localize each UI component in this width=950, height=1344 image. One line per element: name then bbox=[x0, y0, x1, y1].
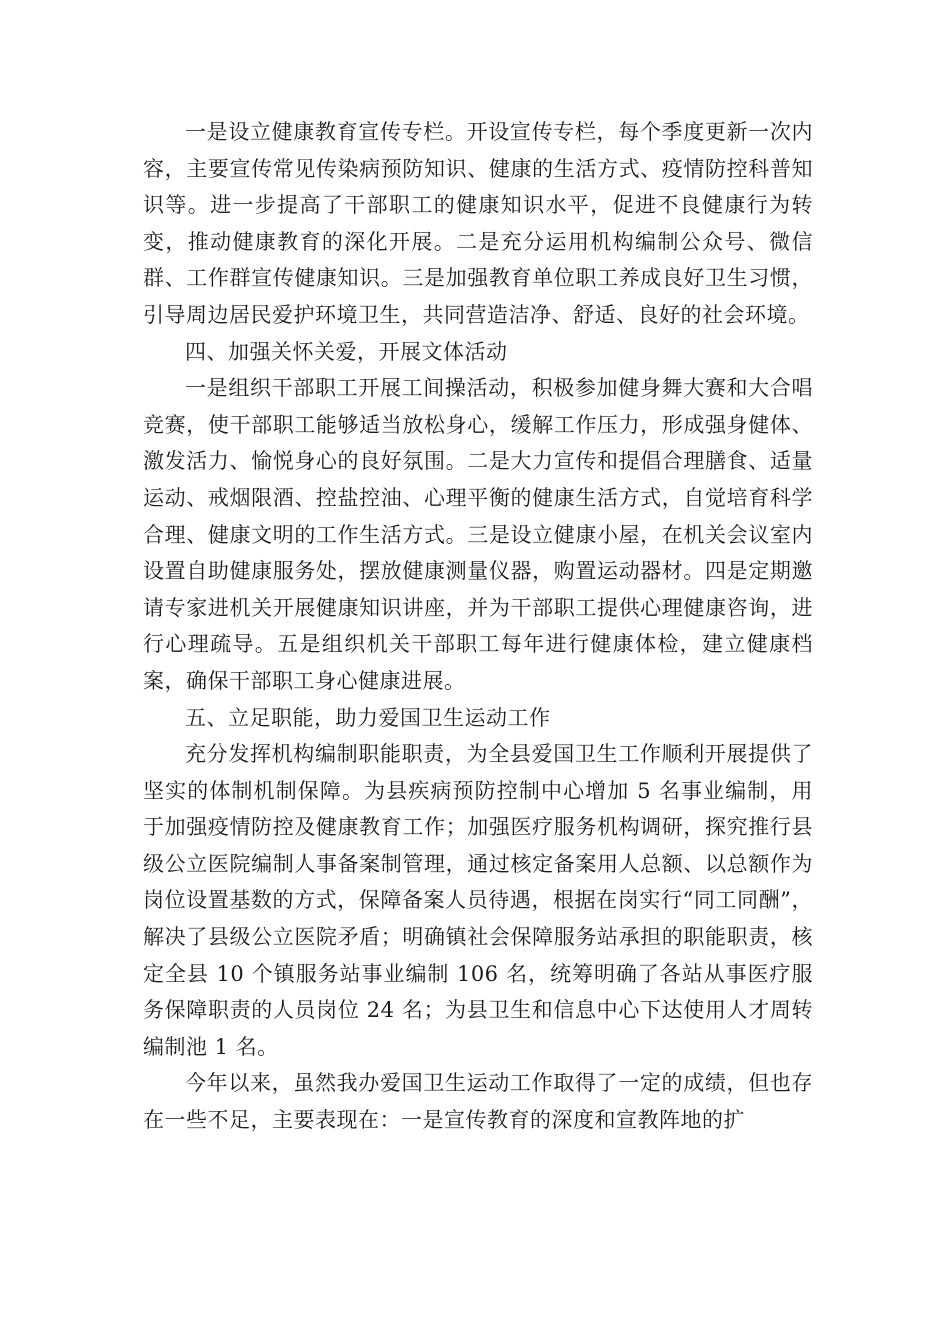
paragraph-cultural-sports-activities: 一是组织干部职工开展工间操活动，积极参加健身舞大赛和大合唱竞赛，使干部职工能够适当放松身心，缓解工作压力，形成强身健体、激发活力、愉悦身心的良好氛围。二是大力宣传和提倡合理膳食、适量运动、戒烟限酒、控盐控油、心理平衡的健康生活方式，自觉培育科学合理、健康文明的工作生活方式。三是设立健康小屋，在机关会议室内设置自助健康服务处，摆放健康测量仪器，购置运动器材。四是定期邀请专家进机关开展健康知识讲座，并为干部职工提供心理健康咨询，进行心理疏导。五是组织机关干部职工每年进行健康体检，建立健康档案，确保干部职工身心健康进展。 bbox=[143, 376, 813, 693]
section-heading-four: 四、加强关怀关爱，开展文体活动 bbox=[185, 339, 508, 364]
paragraph-staffing-functions: 充分发挥机构编制职能职责，为全县爱国卫生工作顺利开展提供了坚实的体制机制保障。为县疾病预防控制中心增加 5 名事业编制，用于加强疫情防控及健康教育工作；加强医疗服务机构调研，探究推行县级公立医院编制人事备案制管理，通过核定备案用人总额、以总额作为岗位设置基数的方式，保障备案人员待遇，根据在岗实行“同工同酬”，解决了县级公立医院矛盾；明确镇社会保障服务站承担的职能职责，核定全县 10 个镇服务站事业编制 106 名，统筹明确了各站从事医疗服务保障职责的人员岗位 24 名；为县卫生和信息中心下达使用人才周转编制池 1 名。 bbox=[143, 742, 813, 1059]
paragraph-health-education-column: 一是设立健康教育宣传专栏。开设宣传专栏，每个季度更新一次内容，主要宣传常见传染病预防知识、健康的生活方式、疫情防控科普知识等。进一步提高了干部职工的健康知识水平，促进不良健康行为转变，推动健康教育的深化开展。二是充分运用机构编制公众号、微信群、工作群宣传健康知识。三是加强教育单位职工养成良好卫生习惯，引导周边居民爱护环境卫生，共同营造洁净、舒适、良好的社会环境。 bbox=[143, 120, 813, 327]
section-heading-five: 五、立足职能，助力爱国卫生运动工作 bbox=[185, 705, 551, 730]
document-body bbox=[143, 114, 813, 1139]
paragraph-shortcomings: 今年以来，虽然我办爱国卫生运动工作取得了一定的成绩，但也存在一些不足，主要表现在：一是宣传教育的深度和宣教阵地的扩 bbox=[143, 1071, 813, 1133]
